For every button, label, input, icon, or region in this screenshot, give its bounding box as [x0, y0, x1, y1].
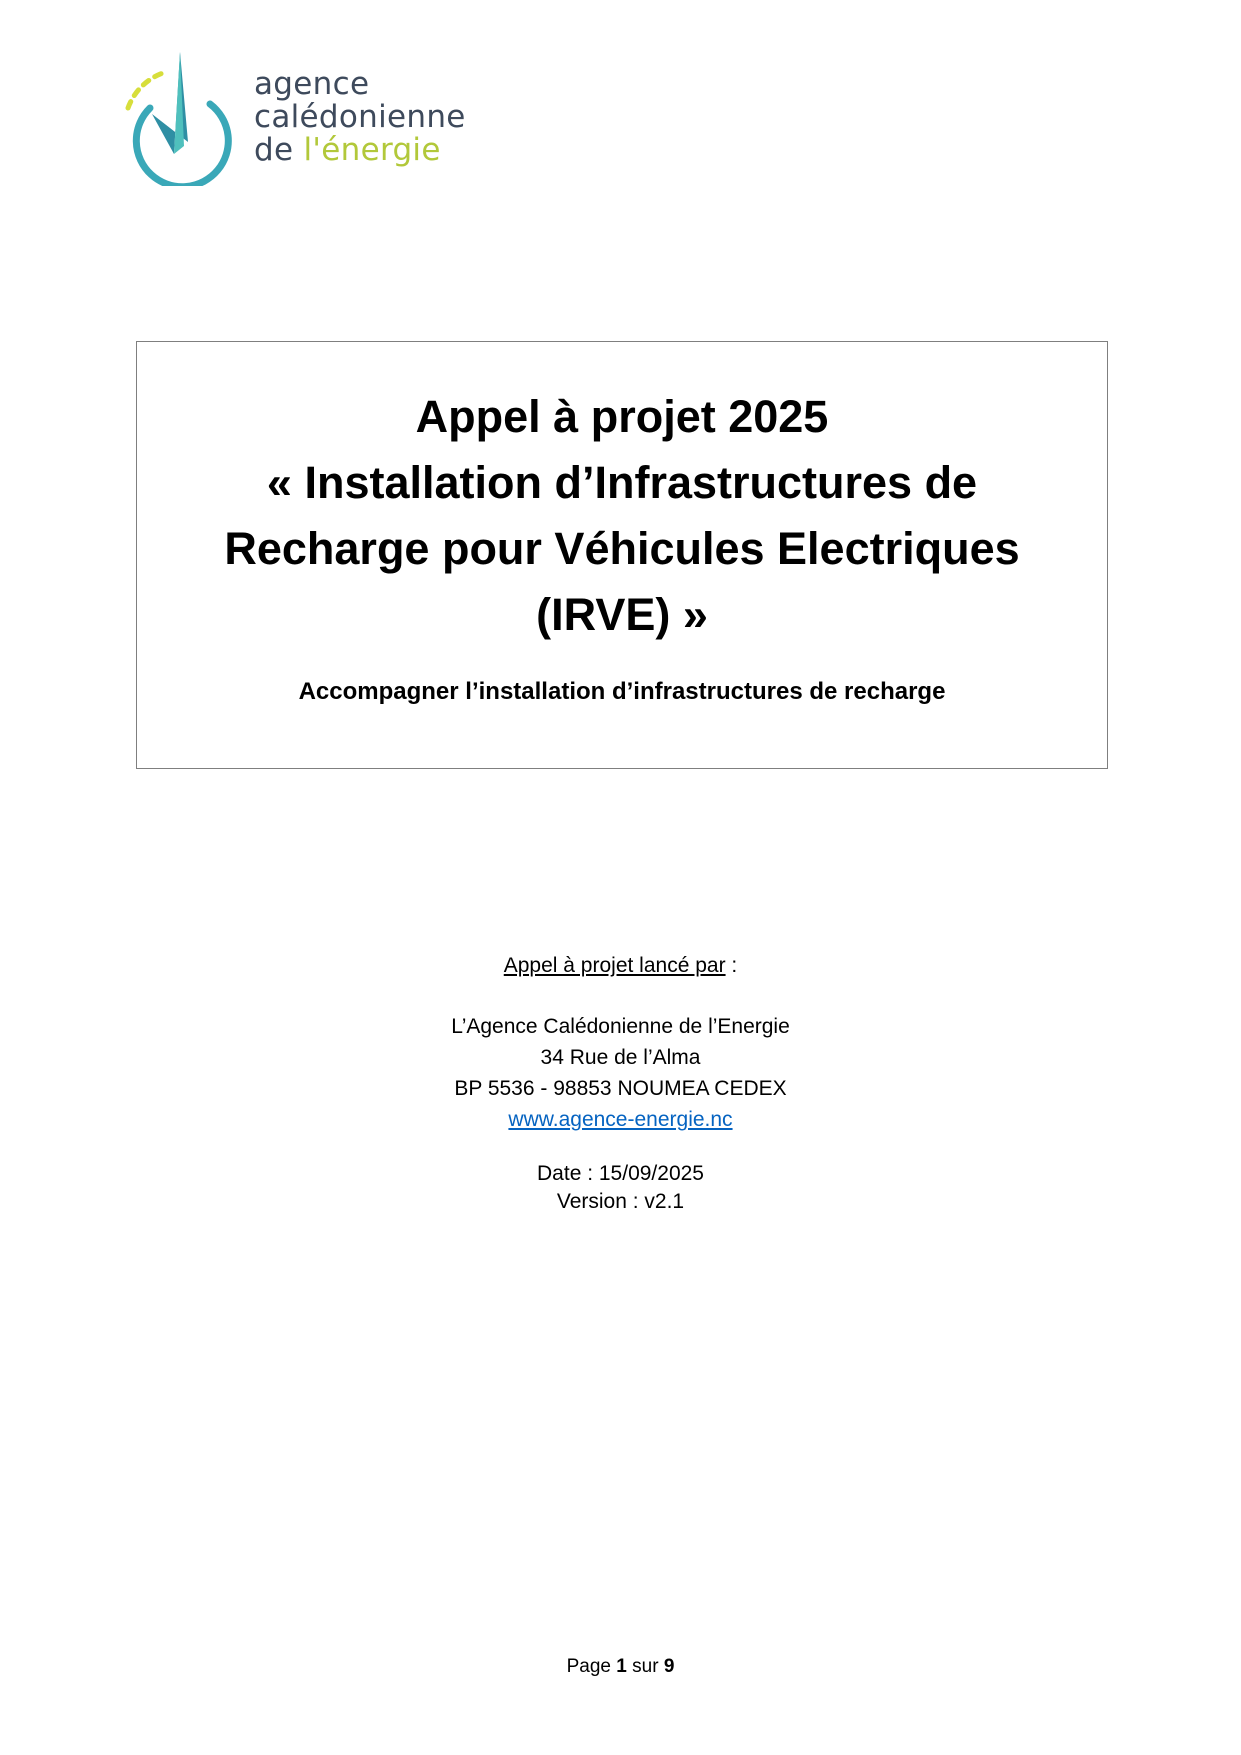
page-footer — [0, 1656, 1241, 1678]
title-line-4: (IRVE) » — [536, 589, 708, 640]
postal-address: BP 5536 - 98853 NOUMEA CEDEX — [454, 1077, 787, 1100]
document-subtitle: Accompagner l’installation d’infrastructures de recharge — [298, 678, 946, 705]
document-version: Version : v2.1 — [556, 1190, 685, 1213]
document-title — [137, 384, 1107, 648]
page-word: Page — [566, 1656, 611, 1677]
logo-text-prefix: de — [254, 132, 304, 168]
website-link[interactable]: www.agence-energie.nc — [508, 1108, 733, 1131]
title-line-2: « Installation d’Infrastructures de — [266, 457, 978, 508]
title-box — [136, 341, 1108, 769]
launched-by-label: Appel à projet lancé par — [503, 954, 726, 977]
street-address: 34 Rue de l’Alma — [540, 1046, 701, 1069]
agency-logo-mark-icon — [118, 46, 238, 186]
document-date: Date : 15/09/2025 — [537, 1162, 704, 1185]
of-word: sur — [632, 1656, 659, 1677]
logo-text-accent: l'énergie — [303, 132, 441, 168]
logo-text-line-3 — [254, 134, 466, 167]
issuer-info — [0, 950, 1241, 1216]
launched-by-suffix: : — [725, 954, 738, 977]
current-page-number: 1 — [616, 1656, 627, 1677]
organization-name: L’Agence Calédonienne de l’Energie — [451, 1015, 790, 1038]
logo-text-line-2: calédonienne — [254, 99, 466, 135]
agency-logo — [118, 38, 508, 198]
title-line-3: Recharge pour Véhicules Electriques — [224, 523, 1020, 574]
title-line-1: Appel à projet 2025 — [415, 391, 829, 442]
launched-by-line — [0, 950, 1241, 981]
total-pages-number: 9 — [663, 1656, 675, 1677]
logo-text-line-1: agence — [254, 66, 370, 102]
